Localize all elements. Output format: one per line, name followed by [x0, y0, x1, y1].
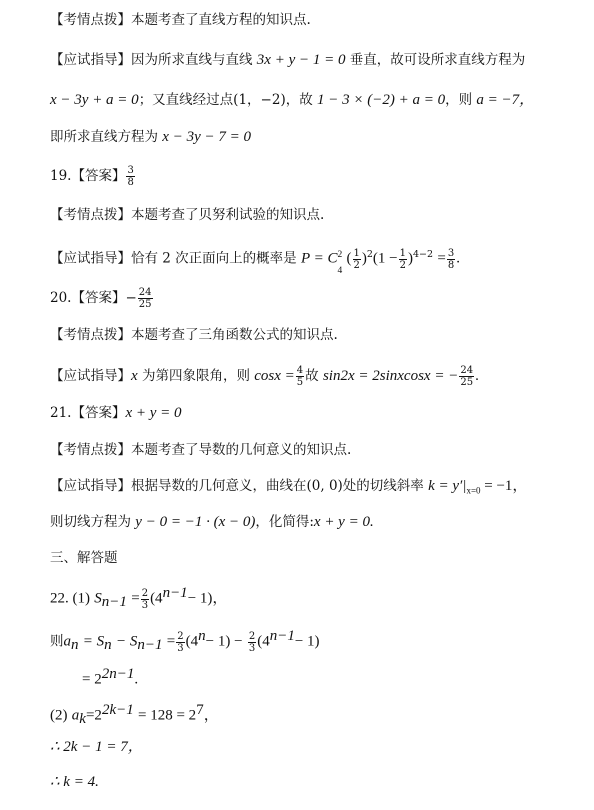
fraction: $\frac{24}{25}$ [138, 287, 152, 310]
text: ；又直线经过点(1，−2)，故 [138, 92, 313, 108]
equation: ∴ 2k − 1 = 7， [50, 739, 143, 755]
line-q22-6 [50, 772, 99, 792]
fraction: $\frac{24}{25}$ [460, 365, 474, 388]
text: 【考情点拨】本题考查了贝努利试验的知识点. [50, 207, 325, 223]
text: 19.【答案】 [50, 168, 126, 184]
line-answer-19 [50, 165, 136, 188]
line-answer-21 [50, 403, 182, 423]
line-guide-20: 【应试指导】x 为第四象限角，则 cosx = $\frac{4}{5}$ 故 sin2x = 2sinxcosx = − $\frac{24}{25}$ . [50, 365, 479, 388]
text: (2) [50, 707, 68, 724]
text: 故 [305, 368, 319, 384]
text: 即所求直线方程为 [50, 129, 158, 145]
text: ，则 [445, 92, 473, 108]
text: 【应试指导】因为所求直线与直线 [50, 52, 253, 68]
line-q22-4: (2) $a_k=2^{2k-1} = 128 = 2^7$， [50, 702, 219, 728]
text: 【考情点拨】本题考查了直线方程的知识点. [50, 12, 311, 28]
fraction: $\frac{3}{8}$ [447, 247, 455, 271]
text: 则 [50, 633, 64, 650]
text: 20.【答案】− [50, 290, 137, 306]
line-guide-21-b [50, 512, 374, 532]
equation: P = C [300, 250, 338, 267]
subscript: x=0 [466, 485, 481, 496]
equation: x + y = 0 [125, 405, 182, 421]
text: 22. (1) [50, 590, 90, 607]
fraction: $\frac{1}{2}$ [399, 247, 407, 271]
equation: x − 3y − 7 = 0 [162, 129, 251, 145]
equation: 1 − 3 × (−2) + a = 0 [317, 92, 446, 108]
line-q22-1: 22. (1) $S_{n-1}$ = $\frac{2}{3}$ $(4^{n-1}- 1)$， [50, 585, 228, 611]
fraction: $\frac{4}{5}$ [296, 365, 304, 388]
text: 三、解答题 [50, 550, 118, 566]
text: 【应试指导】 [50, 368, 131, 384]
equation: x + y = 0. [313, 514, 374, 530]
line-guide-19: 【应试指导】恰有 2 次正面向上的概率是 P = C 4 2 ( $\frac{1}{2}$ )$^2$(1 − $\frac{1}{2}$ )$^{4-2}$ = $\frac{3}{8}$ . [50, 247, 460, 276]
line-hint-19 [50, 205, 324, 225]
text: 【应试指导】根据导数的几何意义，曲线在(0, 0)处的切线斜率 [50, 478, 424, 494]
line-guide-3 [50, 127, 251, 147]
equation: k = y′| [428, 478, 467, 494]
fraction: $\frac{2}{3}$ [141, 587, 149, 611]
text: 为第四象限角，则 [141, 368, 250, 384]
line-hint-1 [50, 10, 311, 30]
equation: 3x + y − 1 = 0 [256, 52, 346, 68]
equation: y − 0 = −1 · (x − 0) [135, 514, 256, 530]
fraction: $\frac{2}{3}$ [248, 630, 256, 654]
equation: x − 3y + a = 0 [50, 92, 139, 108]
line-hint-21 [50, 440, 351, 460]
text: 【应试指导】恰有 2 次正面向上的概率是 [50, 250, 297, 267]
line-q22-5 [50, 737, 143, 757]
fraction: $\frac{1}{2}$ [353, 247, 360, 271]
text: ，化简得: [255, 514, 314, 530]
equation: a = −7， [476, 92, 535, 108]
line-answer-20 [50, 287, 154, 310]
equation: cosx = [254, 368, 295, 384]
variable: x [131, 368, 138, 384]
equation: sin2x = 2sinxcosx = − [322, 368, 459, 384]
line-guide-21-a [50, 476, 527, 501]
line-guide-1 [50, 50, 525, 70]
line-guide-2 [50, 90, 534, 110]
equation: = −1， [480, 478, 528, 494]
section-heading [50, 548, 118, 568]
text: 21.【答案】 [50, 405, 126, 421]
line-q22-3: = $2^{2n-1}$. [82, 666, 139, 688]
fraction: $\frac{2}{3}$ [177, 630, 184, 654]
line-hint-20 [50, 325, 338, 345]
text: 垂直，故可设所求直线方程为 [349, 52, 526, 68]
text: 则切线方程为 [50, 514, 131, 530]
text: 【考情点拨】本题考查了三角函数公式的知识点. [50, 327, 338, 343]
equation: ∴ k = 4. [50, 774, 99, 790]
fraction: $\frac{3}{8}$ [127, 165, 134, 188]
text: 【考情点拨】本题考查了导数的几何意义的知识点. [50, 442, 352, 458]
line-q22-2: 则$a_n = S_n - S_{n-1}$ = $\frac{2}{3}$ $(4^n- 1)$ − $\frac{2}{3}$ $(4^{n-1}- 1)$ [50, 628, 320, 654]
